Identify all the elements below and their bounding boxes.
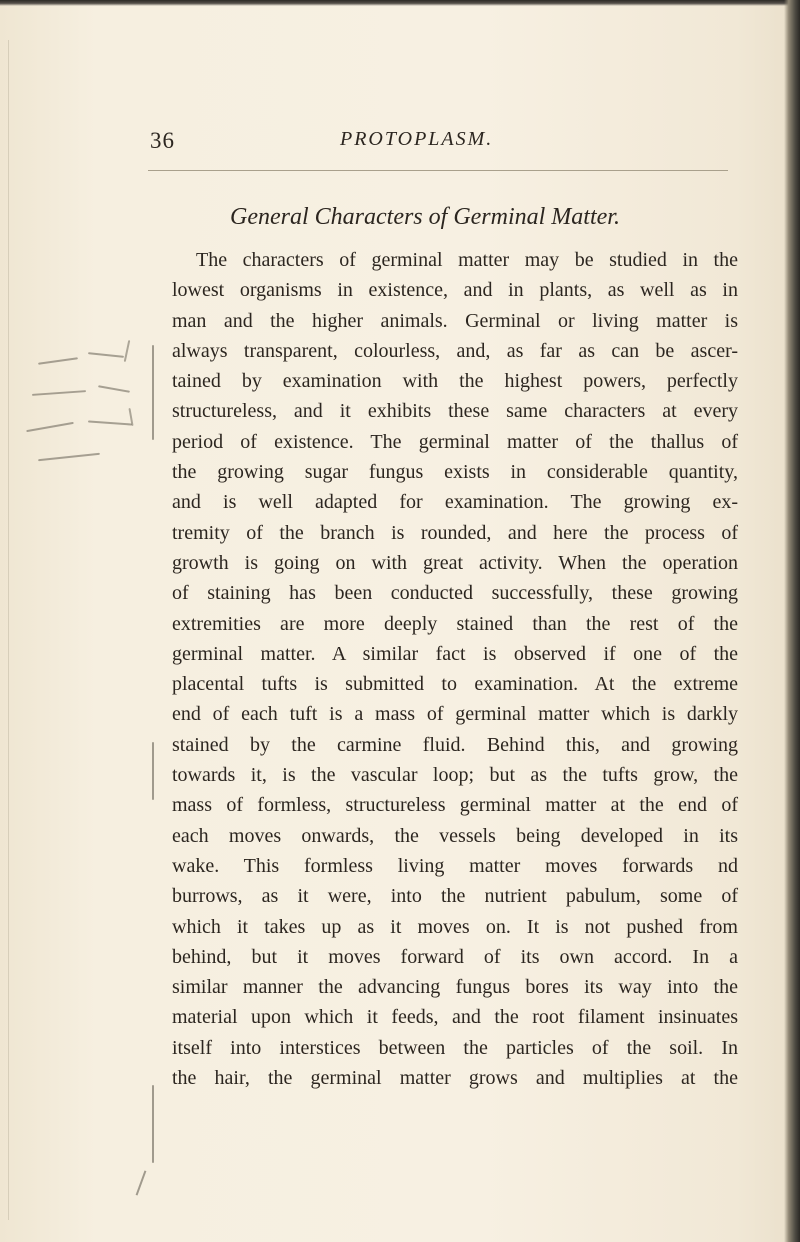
text-line: mass of formless, structureless germinal matter at the end of bbox=[172, 794, 738, 817]
pen-stroke bbox=[32, 390, 86, 396]
text-line: similar manner the advancing fungus bores its way into the bbox=[172, 976, 738, 999]
text-line: of staining has been conducted successfully, these growing bbox=[172, 582, 738, 605]
margin-slash-mark bbox=[136, 1170, 147, 1195]
running-title: PROTOPLASM. bbox=[340, 128, 494, 150]
text-line: stained by the carmine fluid. Behind this, and growing bbox=[172, 733, 738, 756]
text-line: itself into interstices between the particles of the soil. In bbox=[172, 1036, 738, 1059]
pen-stroke bbox=[26, 422, 74, 432]
text-line: man and the higher animals. Germinal or living matter is bbox=[172, 309, 738, 332]
text-line: placental tufts is submitted to examination. At the extreme bbox=[172, 673, 738, 696]
book-spine-shadow bbox=[784, 0, 800, 1242]
pen-stroke bbox=[98, 385, 130, 393]
pen-stroke bbox=[38, 357, 78, 365]
pen-stroke bbox=[124, 340, 131, 362]
text-line: extremities are more deeply stained than the rest of the bbox=[172, 612, 738, 635]
body-paragraph bbox=[172, 245, 738, 1093]
text-line: lowest organisms in existence, and in plants, as well as in bbox=[172, 279, 738, 302]
text-line: the growing sugar fungus exists in considerable quantity, bbox=[172, 461, 738, 484]
text-line: and is well adapted for examination. The growing ex- bbox=[172, 491, 738, 514]
text-line: period of existence. The germinal matter of the thallus of bbox=[172, 430, 738, 453]
margin-bracket-mark bbox=[152, 1085, 154, 1163]
text-line: the hair, the germinal matter grows and multiplies at the bbox=[172, 1067, 738, 1090]
text-line: burrows, as it were, into the nutrient pabulum, some of bbox=[172, 885, 738, 908]
text-line: wake. This formless living matter moves forwards nd bbox=[172, 854, 738, 877]
page-top-edge bbox=[0, 0, 800, 6]
text-line: end of each tuft is a mass of germinal matter which is darkly bbox=[172, 703, 738, 726]
section-heading: General Characters of Germinal Matter. bbox=[230, 204, 620, 230]
pen-stroke bbox=[38, 453, 100, 461]
margin-bracket-mark bbox=[152, 345, 154, 440]
text-line: behind, but it moves forward of its own accord. In a bbox=[172, 945, 738, 968]
handwritten-margin-notes bbox=[18, 330, 158, 490]
text-line: towards it, is the vascular loop; but as the tufts grow, the bbox=[172, 764, 738, 787]
text-line: structureless, and it exhibits these same characters at every bbox=[172, 400, 738, 423]
header-rule bbox=[148, 170, 728, 171]
margin-bracket-mark bbox=[152, 742, 154, 800]
page-number: 36 bbox=[150, 128, 175, 153]
text-line: always transparent, colourless, and, as far as can be ascer- bbox=[172, 339, 738, 362]
pen-stroke bbox=[88, 420, 132, 425]
pen-stroke bbox=[88, 352, 124, 358]
text-line: material upon which it feeds, and the root filament insinuates bbox=[172, 1006, 738, 1029]
text-line: tained by examination with the highest powers, perfectly bbox=[172, 370, 738, 393]
text-line: which it takes up as it moves on. It is not pushed from bbox=[172, 915, 738, 938]
text-line: germinal matter. A similar fact is observed if one of the bbox=[172, 642, 738, 665]
running-head bbox=[0, 128, 800, 158]
text-line: tremity of the branch is rounded, and here the process of bbox=[172, 521, 738, 544]
text-line: each moves onwards, the vessels being developed in its bbox=[172, 824, 738, 847]
text-line: The characters of germinal matter may be studied in the bbox=[196, 249, 738, 271]
text-line: growth is going on with great activity. When the operation bbox=[172, 551, 738, 574]
